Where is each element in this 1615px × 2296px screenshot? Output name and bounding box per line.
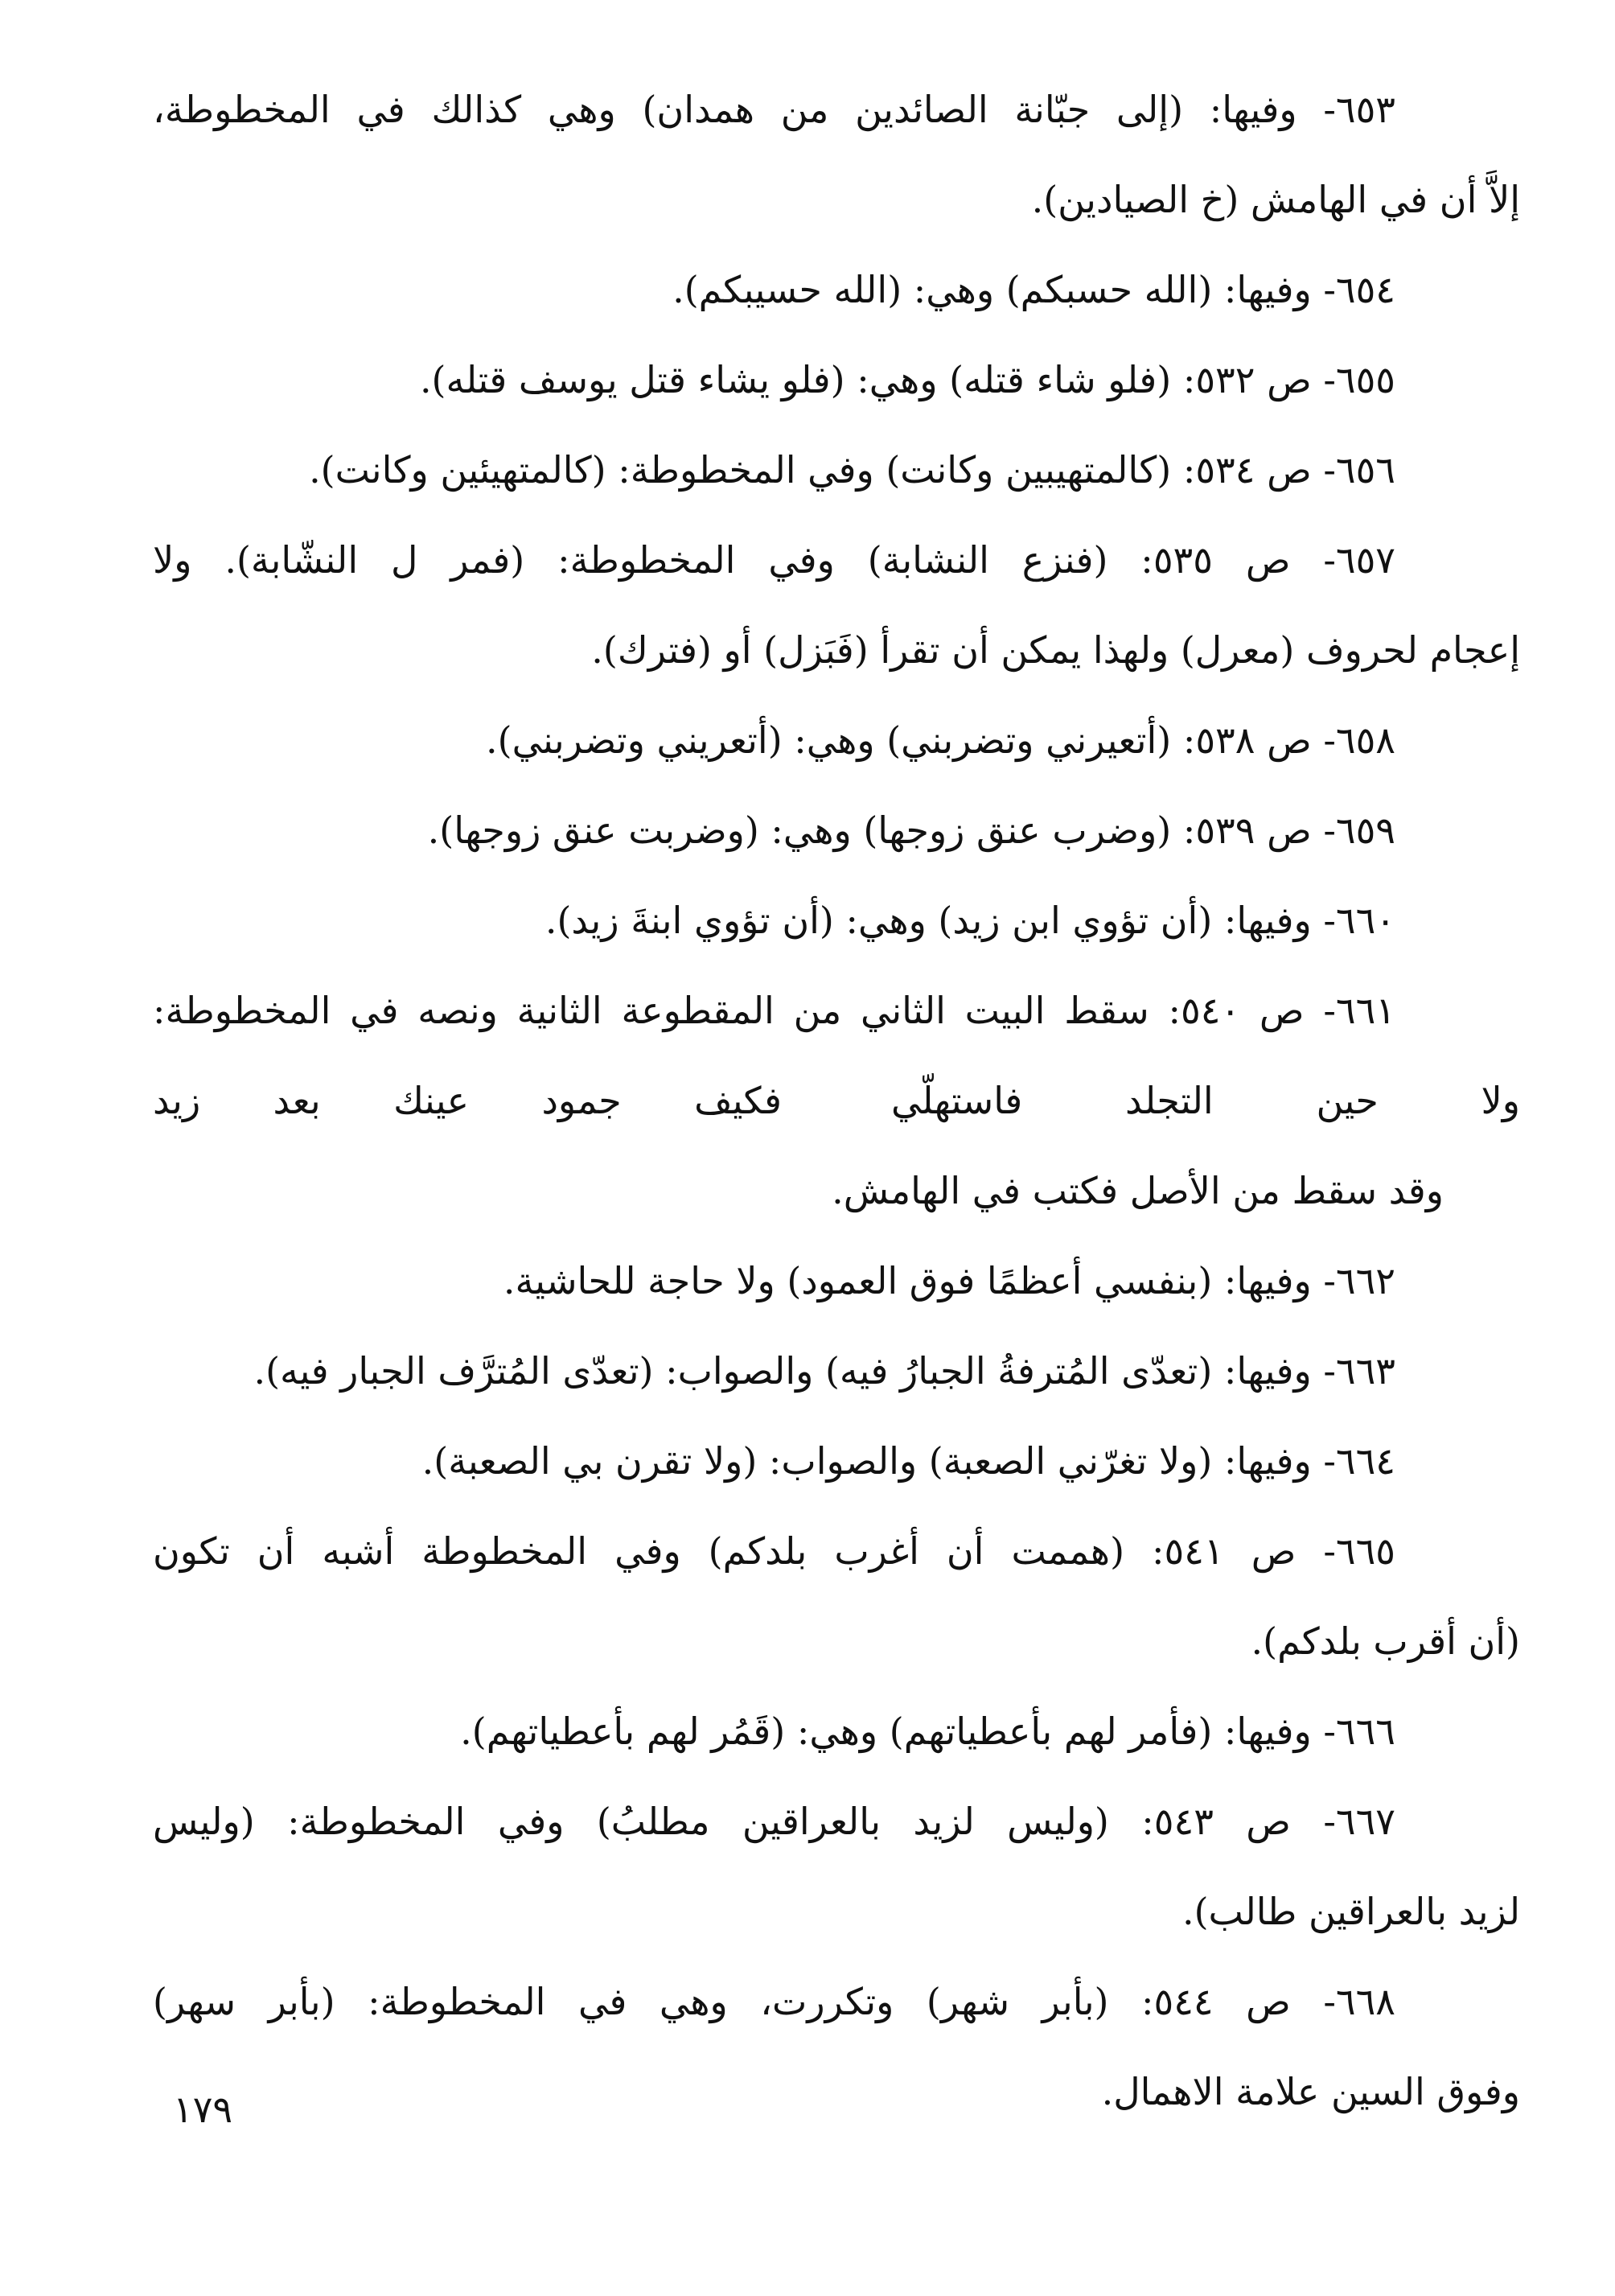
entry-line: ٦٦٦- وفيها: (فأمر لهم بأعطياتهم) وهي: (قَمُر لهم بأعطياتهم). [460,1710,1395,1753]
entry-657 [153,515,1520,695]
entry-654 [153,245,1520,335]
entry-line: ٦٦٢- وفيها: (بنفسي أعظمًا فوق العمود) ولا حاجة للحاشية. [503,1259,1395,1302]
entry-continuation: لزيد بالعراقين طالب). [1181,1890,1520,1933]
entry-continuation: (أن أقرب بلدكم). [1251,1619,1520,1663]
entry-line: ٦٥٣- وفيها: (إلى جبّانة الصائدين من همدان) وهي كذالك في المخطوطة، [153,88,1395,131]
entry-line: ٦٦١- ص ٥٤٠: سقط البيت الثاني من المقطوعة الثانية ونصه في المخطوطة: [153,989,1395,1032]
entry-668 [153,1957,1520,2137]
entry-line: ٦٥٥- ص ٥٣٢: (فلو شاء قتله) وهي: (فلو يشاء قتل يوسف قتله). [419,358,1395,401]
entry-continuation: وفوق السين علامة الاهمال. [1101,2070,1520,2113]
entry-661 [153,965,1520,1055]
entry-663 [153,1326,1520,1416]
entry-line: ٦٦٠- وفيها: (أن تؤوي ابن زيد) وهي: (أن تؤوي ابنةَ زيد). [544,899,1395,942]
entry-655 [153,335,1520,425]
entry-662 [153,1236,1520,1326]
entry-line: ٦٥٦- ص ٥٣٤: (كالمتهيبين وكانت) وفي المخطوطة: (كالمتهيئين وكانت). [309,448,1395,492]
entry-660 [153,875,1520,965]
entry-667 [153,1776,1520,1957]
entry-659 [153,785,1520,875]
entry-line: ٦٥٨- ص ٥٣٨: (أتعيرني وتضربني) وهي: (أتعريني وتضربني). [486,718,1395,762]
verse-first-hemistich: ولا حين التجلد فاستهلّي [891,1079,1520,1122]
entry-658 [153,695,1520,785]
entry-line: ٦٦٣- وفيها: (تعدّى المُترفةُ الجبارُ فيه) والصواب: (تعدّى المُترَّف الجبار فيه). [253,1349,1395,1393]
poem-verse [153,1055,1520,1146]
entry-line: ٦٦٧- ص ٥٤٣: (وليس لزيد بالعراقين مطلبُ) وفي المخطوطة: (وليس [153,1800,1395,1843]
entry-line: ٦٥٧- ص ٥٣٥: (فنزع النشابة) وفي المخطوطة: (فمر ل النشّابة). ولا [153,538,1395,582]
entry-665 [153,1506,1520,1686]
text-block [153,64,1520,2137]
entry-line: ٦٦٨- ص ٥٤٤: (بأبر شهر) وتكررت، وهي في المخطوطة: (بأبر سهر) [153,1980,1395,2023]
entry-line: ٦٦٥- ص ٥٤١: (هممت أن أغرب بلدكم) وفي المخطوطة أشبه أن تكون [153,1529,1395,1573]
verse-note: وقد سقط من الأصل فكتب في الهامش. [832,1169,1444,1212]
entry-line: ٦٦٤- وفيها: (ولا تغرّني الصعبة) والصواب: (ولا تقرن بي الصعبة). [421,1439,1395,1483]
entry-line: ٦٥٤- وفيها: (الله حسبكم) وهي: (الله حسيبكم). [672,268,1395,311]
entry-653 [153,64,1520,245]
entry-664 [153,1416,1520,1506]
entry-666 [153,1686,1520,1776]
entry-656 [153,425,1520,515]
page-number: ١٧٩ [173,2088,233,2131]
verse-second-hemistich: فكيف جمود عينك بعد زيد [153,1079,782,1122]
entry-line: ٦٥٩- ص ٥٣٩: (وضرب عنق زوجها) وهي: (وضربت عنق زوجها). [427,809,1395,852]
entry-continuation: إعجام لحروف (معرل) ولهذا يمكن أن تقرأ (فَبَزل) أو (فترك). [591,628,1520,672]
entry-continuation: إلاَّ أن في الهامش (خ الصيادين). [1031,178,1520,221]
